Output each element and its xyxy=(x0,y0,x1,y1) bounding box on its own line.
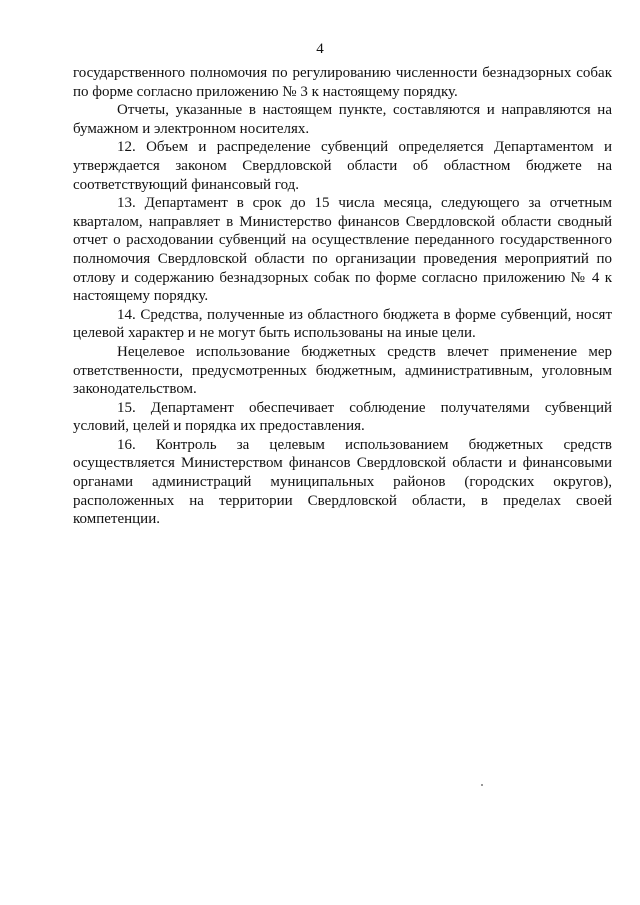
paragraph-continuation: государственного полномочия по регулированию численности безнадзорных собак по форме согласно приложению № 3 к настоящему порядку. xyxy=(73,65,612,100)
paragraph-item-14: 14. Средства, полученные из областного бюджета в форме субвенций, носят целевой характер и не могут быть использованы на иные цели. xyxy=(73,306,612,342)
paragraph-item-15: 15. Департамент обеспечивает соблюдение получателями субвенций условий, целей и порядка их предоставления. xyxy=(73,399,612,435)
scan-dot-mark xyxy=(481,784,483,786)
paragraph-item-16: 16. Контроль за целевым использованием бюджетных средств осуществляется Министерством финансов Свердловской области и финансовыми органами администраций муниципальных районов (городских округов), расположенных на территории Свердловской области, в пределах своей компетенции. xyxy=(73,436,612,528)
paragraph-misuse-responsibility: Нецелевое использование бюджетных средств влечет применение мер ответственности, предусмотренных бюджетным, административным, уголовным законодательством. xyxy=(73,343,612,398)
page-number: 4 xyxy=(316,41,324,57)
paragraph-item-12: 12. Объем и распределение субвенций определяется Департаментом и утверждается законом Свердловской области об областном бюджете на соответствующий финансовый год. xyxy=(73,139,612,193)
paragraph-reports-note: Отчеты, указанные в настоящем пункте, составляются и направляются на бумажном и электронном носителях. xyxy=(73,102,612,137)
paragraph-item-13: 13. Департамент в срок до 15 числа месяца, следующего за отчетным кварталом, направляет в Министерство финансов Свердловской области сводный отчет о расходовании субвенций на осуществление переданного государственного полномочия Свердловской области по организации проведения мероприятий по отлову и содержанию безнадзорных собак по форме согласно приложению № 4 к настоящему порядку. xyxy=(73,195,612,305)
document-body xyxy=(73,64,612,529)
